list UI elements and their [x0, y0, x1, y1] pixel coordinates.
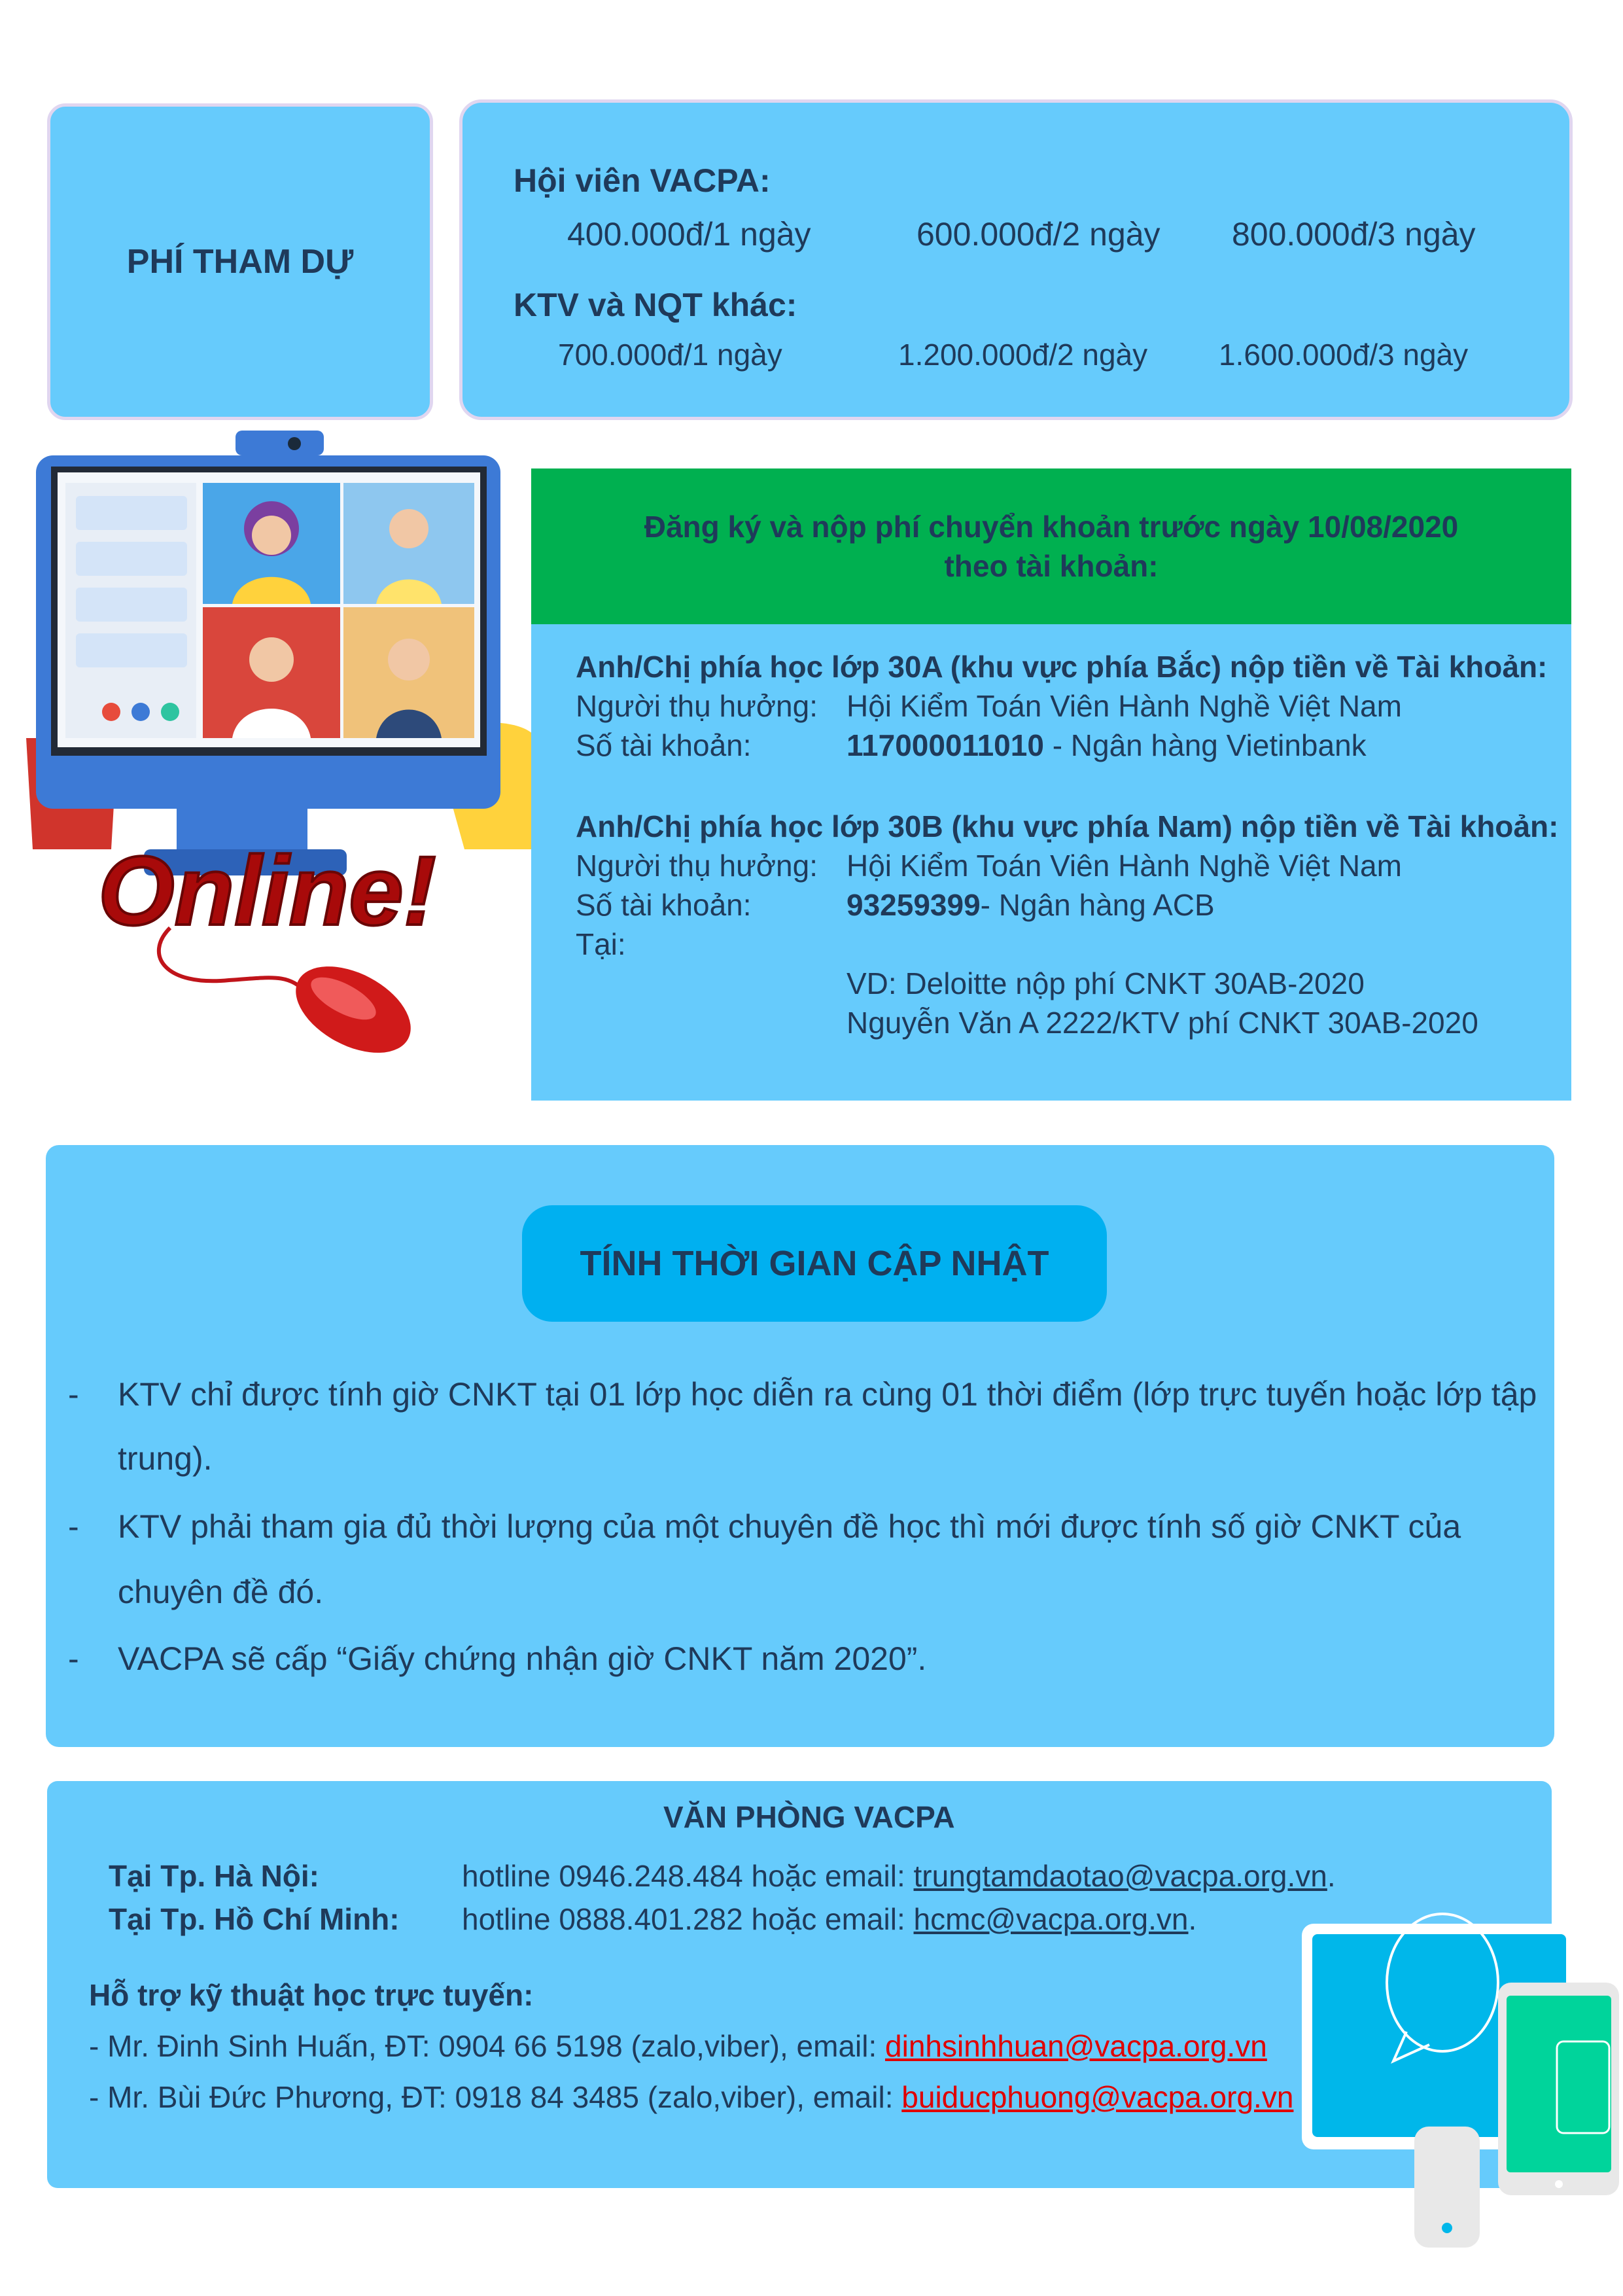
hanoi-period: . [1327, 1859, 1336, 1893]
phone-icon [1414, 2127, 1480, 2248]
update-title: TÍNH THỜI GIAN CẬP NHẬT [580, 1244, 1049, 1283]
member-price-3day: 800.000đ/3 ngày [1232, 216, 1476, 253]
hanoi-email-link[interactable]: trungtamdaotao@vacpa.org.vn [913, 1859, 1327, 1893]
bullet-2-line-1: KTV phải tham gia đủ thời lượng của một chuyên đề học thì mới được tính số giờ CNKT của [118, 1508, 1461, 1545]
support-1-text: - Mr. Đinh Sinh Huấn, ĐT: 0904 66 5198 (zalo,viber), email: [89, 2029, 886, 2063]
bullet-1-line-1: KTV chỉ được tính giờ CNKT tại 01 lớp học diễn ra cùng 01 thời điểm (lớp trực tuyến hoặc lớp tập [118, 1376, 1537, 1413]
south-bank: - Ngân hàng ACB [980, 888, 1215, 922]
south-beneficiary-value: Hội Kiểm Toán Viên Hành Nghề Việt Nam [846, 849, 1402, 883]
member-price-2day: 600.000đ/2 ngày [916, 216, 1161, 253]
other-price-3day: 1.600.000đ/3 ngày [1219, 338, 1469, 372]
hcm-period: . [1188, 1902, 1197, 1936]
update-title-box [522, 1205, 1107, 1322]
fee-label: PHÍ THAM DỰ [126, 243, 354, 281]
registration-header-line2: theo tài khoản: [944, 549, 1159, 583]
bullet-3: VACPA sẽ cấp “Giấy chứng nhận giờ CNKT năm 2020”. [118, 1640, 927, 1677]
bullet-2-line-2: chuyên đề đó. [118, 1574, 324, 1610]
south-title: Anh/Chị phía học lớp 30B (khu vực phía Nam) nộp tiền về Tài khoản: [576, 809, 1559, 843]
support-title: Hỗ trợ kỹ thuật học trực tuyến: [89, 1978, 534, 2012]
hanoi-hotline: hotline 0946.248.484 hoặc email: [462, 1859, 914, 1893]
south-beneficiary-label: Người thụ hưởng: [576, 849, 818, 883]
north-title: Anh/Chị phía học lớp 30A (khu vực phía Bắc) nộp tiền về Tài khoản: [576, 650, 1548, 684]
online-logo [98, 836, 436, 945]
mouse-icon [159, 928, 425, 1059]
monitor-icon [36, 431, 500, 809]
north-beneficiary-label: Người thụ hưởng: [576, 689, 818, 723]
other-price-2day: 1.200.000đ/2 ngày [898, 338, 1148, 372]
member-price-1day: 400.000đ/1 ngày [567, 216, 811, 253]
north-account-label: Số tài khoản: [576, 728, 752, 762]
hcm-label: Tại Tp. Hồ Chí Minh: [109, 1902, 400, 1936]
member-title: Hội viên VACPA: [514, 162, 771, 199]
bullet-1-line-2: trung). [118, 1440, 213, 1477]
online-illustration [13, 431, 536, 1059]
support-contact-1 [89, 2028, 1267, 2064]
south-account-label: Số tài khoản: [576, 888, 752, 922]
example-line-1: VD: Deloitte nộp phí CNKT 30AB-2020 [846, 966, 1365, 1000]
hcm-contact [462, 1901, 1196, 1937]
other-title: KTV và NQT khác: [514, 287, 797, 323]
south-account [846, 887, 1215, 923]
support-1-email-link[interactable]: dinhsinhhuan@vacpa.org.vn [885, 2029, 1267, 2063]
registration-header-line1: Đăng ký và nộp phí chuyển khoản trước ngày 10/08/2020 [644, 510, 1459, 544]
example-line-2: Nguyễn Văn A 2222/KTV phí CNKT 30AB-2020 [846, 1006, 1478, 1040]
north-beneficiary-value: Hội Kiểm Toán Viên Hành Nghề Việt Nam [846, 689, 1402, 723]
bullet-dash-1: - [68, 1376, 79, 1413]
tablet-icon [1498, 1983, 1619, 2195]
svg-text:Online!: Online! [98, 836, 436, 945]
hanoi-label: Tại Tp. Hà Nội: [109, 1859, 319, 1893]
hcm-hotline: hotline 0888.401.282 hoặc email: [462, 1902, 914, 1936]
bullet-dash-3: - [68, 1640, 79, 1677]
hanoi-contact [462, 1858, 1336, 1894]
support-2-email-link[interactable]: buiducphuong@vacpa.org.vn [901, 2080, 1294, 2114]
registration-header [531, 468, 1571, 624]
north-bank: - Ngân hàng Vietinbank [1043, 728, 1367, 762]
south-account-number: 93259399 [846, 888, 981, 922]
north-account-number: 117000011010 [846, 728, 1044, 762]
other-price-1day: 700.000đ/1 ngày [558, 338, 782, 372]
north-account [846, 728, 1367, 763]
support-2-text: - Mr. Bùi Đức Phương, ĐT: 0918 84 3485 (zalo,viber), email: [89, 2080, 902, 2114]
fee-label-box [47, 103, 433, 420]
fee-price-box [459, 99, 1573, 420]
at-label: Tại: [576, 927, 626, 961]
bullet-dash-2: - [68, 1508, 79, 1545]
office-title: VĂN PHÒNG VACPA [663, 1800, 955, 1834]
support-contact-2 [89, 2079, 1293, 2115]
hcm-email-link[interactable]: hcmc@vacpa.org.vn [913, 1902, 1189, 1936]
registration-body [531, 624, 1571, 1101]
devices-illustration [1282, 1884, 1623, 2251]
